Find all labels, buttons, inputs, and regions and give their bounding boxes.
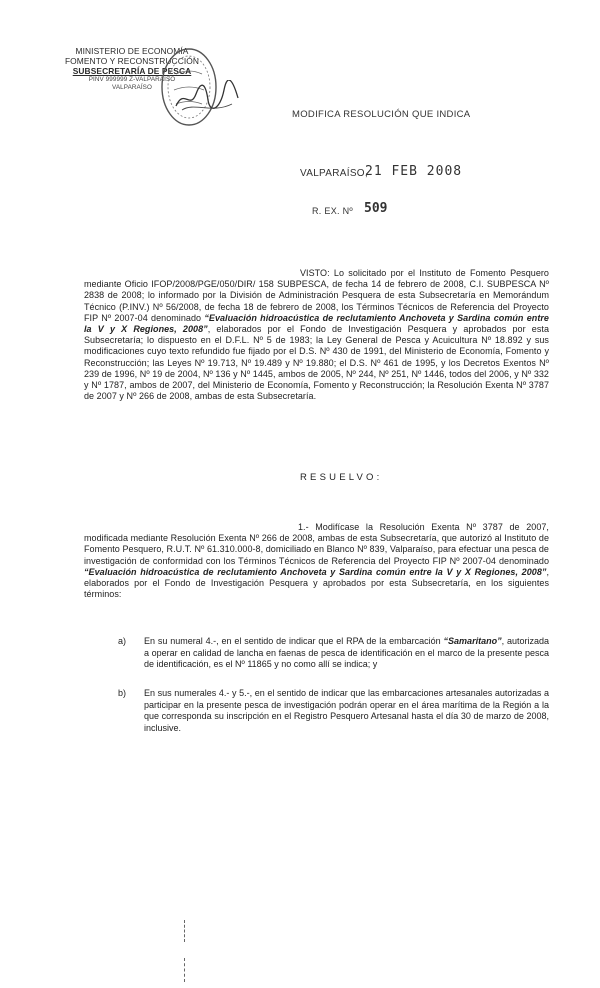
signature-icon	[172, 80, 242, 116]
item-a-label: a)	[118, 636, 127, 646]
item-b-text-start: En sus numerales 4.- y 5.-, en el sentido de indicar que las embarcaciones artesanales autorizadas a participar en la presente pesca de investigación podrán operar en el área marítima de la Región a la que corresponda su inscripción en el Registro Pesquero Artesanal hasta el día 30 de marzo de 2008, inclusive.	[144, 688, 549, 733]
visto-lead: VISTO:	[300, 268, 330, 278]
item-a-text-end: , autorizada a operar en calidad de lancha en faenas de pesca de identificación en el marco de la presente pesca de identificación, es el Nº 11865 y no como allí se indica; y	[144, 636, 549, 670]
scan-mark	[184, 920, 185, 942]
visto-paragraph	[84, 268, 549, 402]
rex-number: 509	[364, 201, 388, 216]
resuelvo-text-end: , elaborados por el Fondo de Investigación Pesquera y aprobados por esta Subsecretaría, en los siguientes términos:	[84, 566, 549, 600]
visto-text: Lo solicitado por el Instituto de Fomento Pesquero mediante Oficio IFOP/2008/PGE/050/DIR/ 158 SUBPESCA, de fecha 14 de febrero de 2008, C.I. SUBPESCA Nº 2838 de 2008; lo informado por la División de Administración Pesquera de esta Subsecretaría en Memorándum Técnico (P.INV.) Nº 56/2008, de fecha 18 de febrero de 2008, los Términos Técnicos de Referencia del Proyecto FIP Nº 2007-04 denominado	[84, 268, 549, 323]
item-b-label: b)	[118, 688, 127, 698]
resuelvo-paragraph	[84, 522, 549, 600]
document-heading: MODIFICA RESOLUCIÓN QUE INDICA	[292, 109, 471, 120]
org-reference: PINV 999999 Z-VALPARAISO	[88, 76, 176, 83]
resuelvo-label: RESUELVO:	[300, 472, 383, 483]
org-ministry-sub: FOMENTO Y RECONSTRUCCIÓN	[64, 56, 200, 66]
item-a-text	[144, 636, 549, 671]
place-label: VALPARAÍSO,	[300, 168, 368, 179]
resuelvo-text: 1.- Modifícase la Resolución Exenta Nº 3787 de 2007, modificada mediante Resolución Exenta Nº 266 de 2008, ambas de esta Subsecretaría, que autorizó al Instituto de Fomento Pesquero, R.U.T. Nº 61.310.000-8, domiciliado en Blanco Nº 839, Valparaíso, para efectuar una pesca de investigación de conformidad con los Términos Técnicos de Referencia del Proyecto FIP Nº 2007-04 denominado	[84, 522, 549, 566]
scan-mark	[184, 958, 185, 982]
org-city: VALPARAÍSO	[112, 84, 152, 91]
rex-label: R. EX. Nº	[312, 206, 353, 216]
visto-project-title: “Evaluación hidroacústica de reclutamiento Anchoveta y Sardina común entre la V y X Regiones, 2008”	[84, 312, 549, 335]
document-date: 21 FEB 2008	[365, 164, 463, 179]
visto-text-end: , elaborados por el Fondo de Investigación Pesquera y aprobados por esta Subsecretaría; lo dispuesto en el D.F.L. Nº 5 de 1983; la Ley General de Pesca y Acuicultura Nº 18.892 y sus modificaciones cuyo texto refundido fue fijado por el D.S. Nº 430 de 1991, del Ministerio de Economía, Fomento y Reconstrucción; las Leyes Nº 19.713, Nº 19.489 y Nº 19.880; el D.S. Nº 461 de 1995, y los Decretos Exentos Nº 239 de 1996, Nº 19 de 2004, Nº 136 y Nº 1445, ambos de 2005, Nº 244, Nº 251, Nº 1446, todos del 2006, y Nº 332 y Nº 1787, ambos de 2007, del Ministerio de Economía, Fomento y Reconstrucción; la Resolución Exenta Nº 3787 de 2007 y Nº 266 de 2008, ambas de esta Subsecretaría.	[84, 324, 550, 402]
org-ministry: MINISTERIO DE ECONOMÍA	[75, 46, 189, 56]
item-a-text-start: En su numeral 4.-, en el sentido de indicar que el RPA de la embarcación	[144, 636, 441, 646]
item-b-text	[144, 688, 549, 734]
resuelvo-project-title: “Evaluación hidroacústica de reclutamiento Anchoveta y Sardina común entre la V y X Regiones, 2008”	[84, 566, 547, 577]
item-a-vessel-name: “Samaritano”	[443, 636, 502, 646]
org-subsecretaria: SUBSECRETARÍA DE PESCA	[72, 66, 192, 76]
